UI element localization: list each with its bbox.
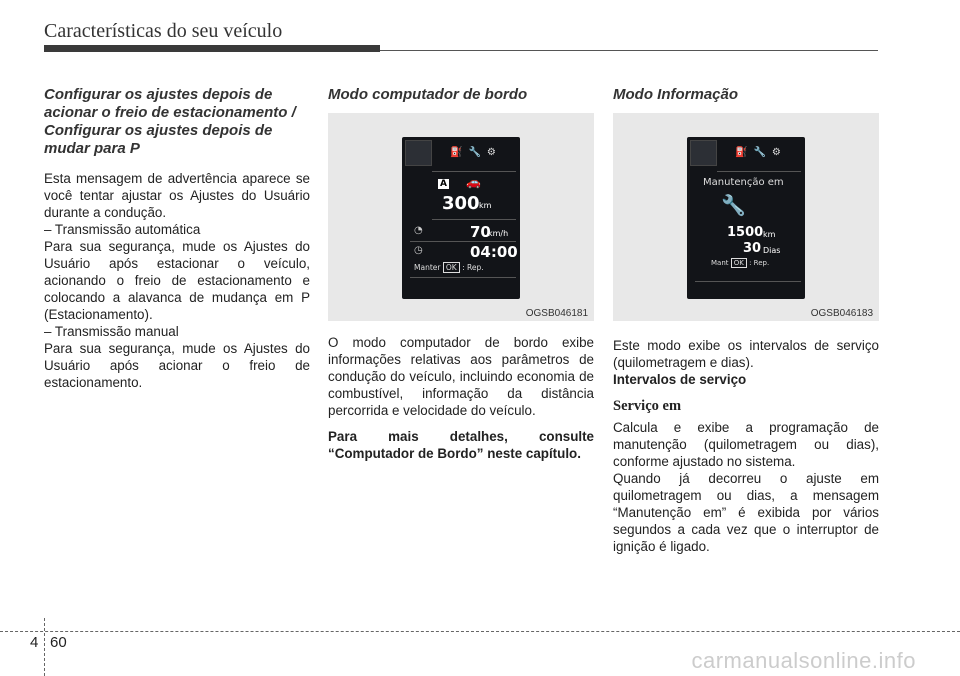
fuel-icon: ⛽: [450, 147, 469, 158]
gear-icon: ⚙: [771, 147, 787, 158]
paragraph: – Transmissão automática: [44, 222, 201, 237]
screen-icons: [735, 147, 787, 158]
watermark: carmanualsonline.info: [691, 648, 916, 673]
divider: [410, 277, 516, 278]
hint-left: Manter: [414, 263, 441, 272]
page-number: 60: [50, 634, 67, 651]
column-3: [613, 86, 879, 116]
trip-badge: A: [440, 179, 447, 189]
paragraph-bold: Intervalos de serviço: [613, 372, 747, 387]
divider: [695, 281, 801, 282]
paragraph: O modo computador de bordo exibe informações relativas aos parâmetros de condução do veículo, incluindo economia de combustível, informação da distância percorrida e velocidade do veículo.: [328, 335, 594, 418]
header-bar: [44, 45, 380, 52]
divider: [432, 171, 516, 172]
paragraph: Para sua segurança, mude os Ajustes do Usuário após estacionar o veículo, acionando o freio de estacionamento e colocando a alavanca de mudança em P (Estacionamento).: [44, 239, 310, 322]
figure-trip-computer: [328, 113, 594, 321]
section-heading-settings: Configurar os ajustes depois de acionar o freio de estacionamento / Configurar os ajustes depois de mudar para P: [44, 86, 296, 157]
column-1: [44, 86, 310, 391]
figure-info-mode: [613, 113, 879, 321]
wrench-large-icon: 🔧: [721, 193, 746, 217]
time-value: 04:00: [470, 243, 518, 261]
figure-caption: OGSB046183: [810, 308, 873, 319]
paragraph-reference: Para mais detalhes, consulte “Computador de Bordo” neste capítulo.: [328, 429, 594, 461]
fuel-icon: ⛽: [735, 147, 754, 158]
speed-unit: km/h: [488, 229, 509, 238]
hint-right: : Rep.: [462, 263, 484, 272]
service-km-unit: km: [763, 230, 776, 239]
paragraph: – Transmissão manual: [44, 324, 179, 339]
footer-vertical-rule: [44, 618, 45, 676]
speedometer-icon: ◔: [414, 225, 423, 236]
subheading-service: Serviço em: [613, 398, 682, 414]
wrench-icon: 🔧: [753, 147, 772, 158]
divider: [432, 219, 516, 220]
cluster-screen: [687, 137, 805, 299]
paragraph: Calcula e exibe a programação de manutenção (quilometragem ou dias), conforme ajustado no sistema.: [613, 420, 879, 469]
ok-badge: OK: [731, 258, 747, 268]
footer-dashed-rule: [0, 631, 960, 632]
paragraph: Para sua segurança, mude os Ajustes do Usuário após acionar o freio de estacionamento.: [44, 341, 310, 390]
hold-hint: [711, 259, 769, 267]
hint-left: Mant: [711, 259, 729, 267]
service-km-value: 1500: [727, 225, 764, 240]
hold-hint: [414, 263, 484, 272]
hint-right: : Rep.: [749, 259, 770, 267]
column-2-text: [328, 334, 594, 462]
range-unit: km: [479, 201, 492, 210]
screen-icons: [450, 147, 502, 158]
car-icon: 🚗: [466, 175, 481, 189]
speed-value: 70: [470, 223, 491, 241]
section-heading-trip-computer: Modo computador de bordo: [328, 86, 528, 103]
divider: [410, 241, 516, 242]
column-3-text: [613, 337, 879, 555]
ok-badge: OK: [443, 262, 460, 273]
page-header-title: Características do seu veículo: [44, 20, 283, 42]
chapter-number: 4: [30, 634, 39, 651]
paragraph: Quando já decorreu o ajuste em quilometragem ou dias, a mensagem “Manutenção em” é exibida por vários segundos a cada vez que o interruptor de ignição é ligado.: [613, 471, 879, 554]
paragraph: Este modo exibe os intervalos de serviço (quilometragem e dias).: [613, 338, 879, 370]
service-title: Manutenção em: [703, 177, 784, 188]
screen-tab-box: [690, 140, 717, 166]
screen-tab-box: [405, 140, 432, 166]
header-rule: [380, 50, 878, 51]
gear-icon: ⚙: [486, 147, 502, 158]
column-2: [328, 86, 594, 116]
divider: [717, 171, 801, 172]
clock-icon: ◷: [414, 245, 423, 256]
figure-caption: OGSB046181: [525, 308, 588, 319]
service-days-value: 30: [743, 241, 762, 256]
section-heading-info-mode: Modo Informação: [613, 86, 739, 103]
cluster-screen: [402, 137, 520, 299]
range-value: 300: [442, 193, 480, 214]
service-days-unit: Dias: [763, 246, 781, 255]
paragraph: Esta mensagem de advertência aparece se você tentar ajustar os Ajustes do Usuário durante a condução.: [44, 171, 310, 220]
wrench-icon: 🔧: [468, 147, 487, 158]
